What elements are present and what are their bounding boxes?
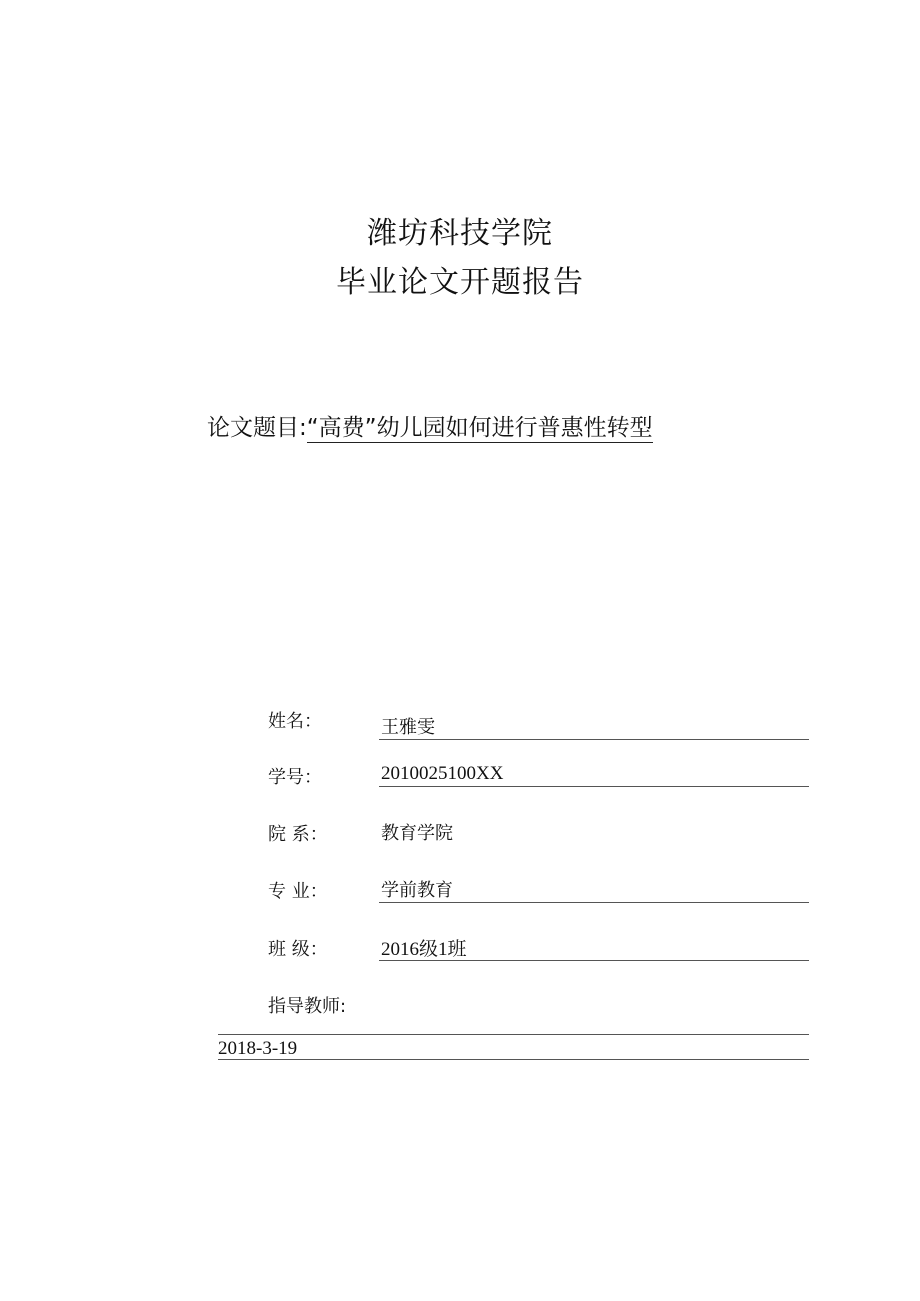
topic-label: 论文题目: xyxy=(207,415,307,441)
student-id-value: 2010025100XX xyxy=(381,763,504,784)
report-title: 毕业论文开题报告 xyxy=(336,265,584,300)
student-id-underline xyxy=(379,786,809,787)
class-label: 班 级： xyxy=(268,939,328,960)
name-underline xyxy=(379,739,809,740)
name-label: 姓名： xyxy=(268,711,322,732)
class-value: 2016级1班 xyxy=(381,939,467,960)
name-value: 王雅雯 xyxy=(381,717,435,738)
date-underline xyxy=(218,1059,809,1060)
major-underline xyxy=(379,902,809,903)
major-label: 专 业： xyxy=(268,881,328,902)
department-value: 教育学院 xyxy=(381,823,453,844)
thesis-topic xyxy=(207,409,653,442)
advisor-label: 指导教师: xyxy=(268,996,347,1017)
advisor-underline xyxy=(218,1034,809,1035)
major-value: 学前教育 xyxy=(381,880,453,901)
report-date: 2018-3-19 xyxy=(218,1038,298,1059)
topic-value: “高费”幼儿园如何进行普惠性转型 xyxy=(306,415,653,441)
student-id-label: 学号： xyxy=(268,767,322,788)
department-label: 院 系： xyxy=(268,824,328,845)
class-underline xyxy=(379,960,809,961)
school-name: 潍坊科技学院 xyxy=(367,216,553,251)
